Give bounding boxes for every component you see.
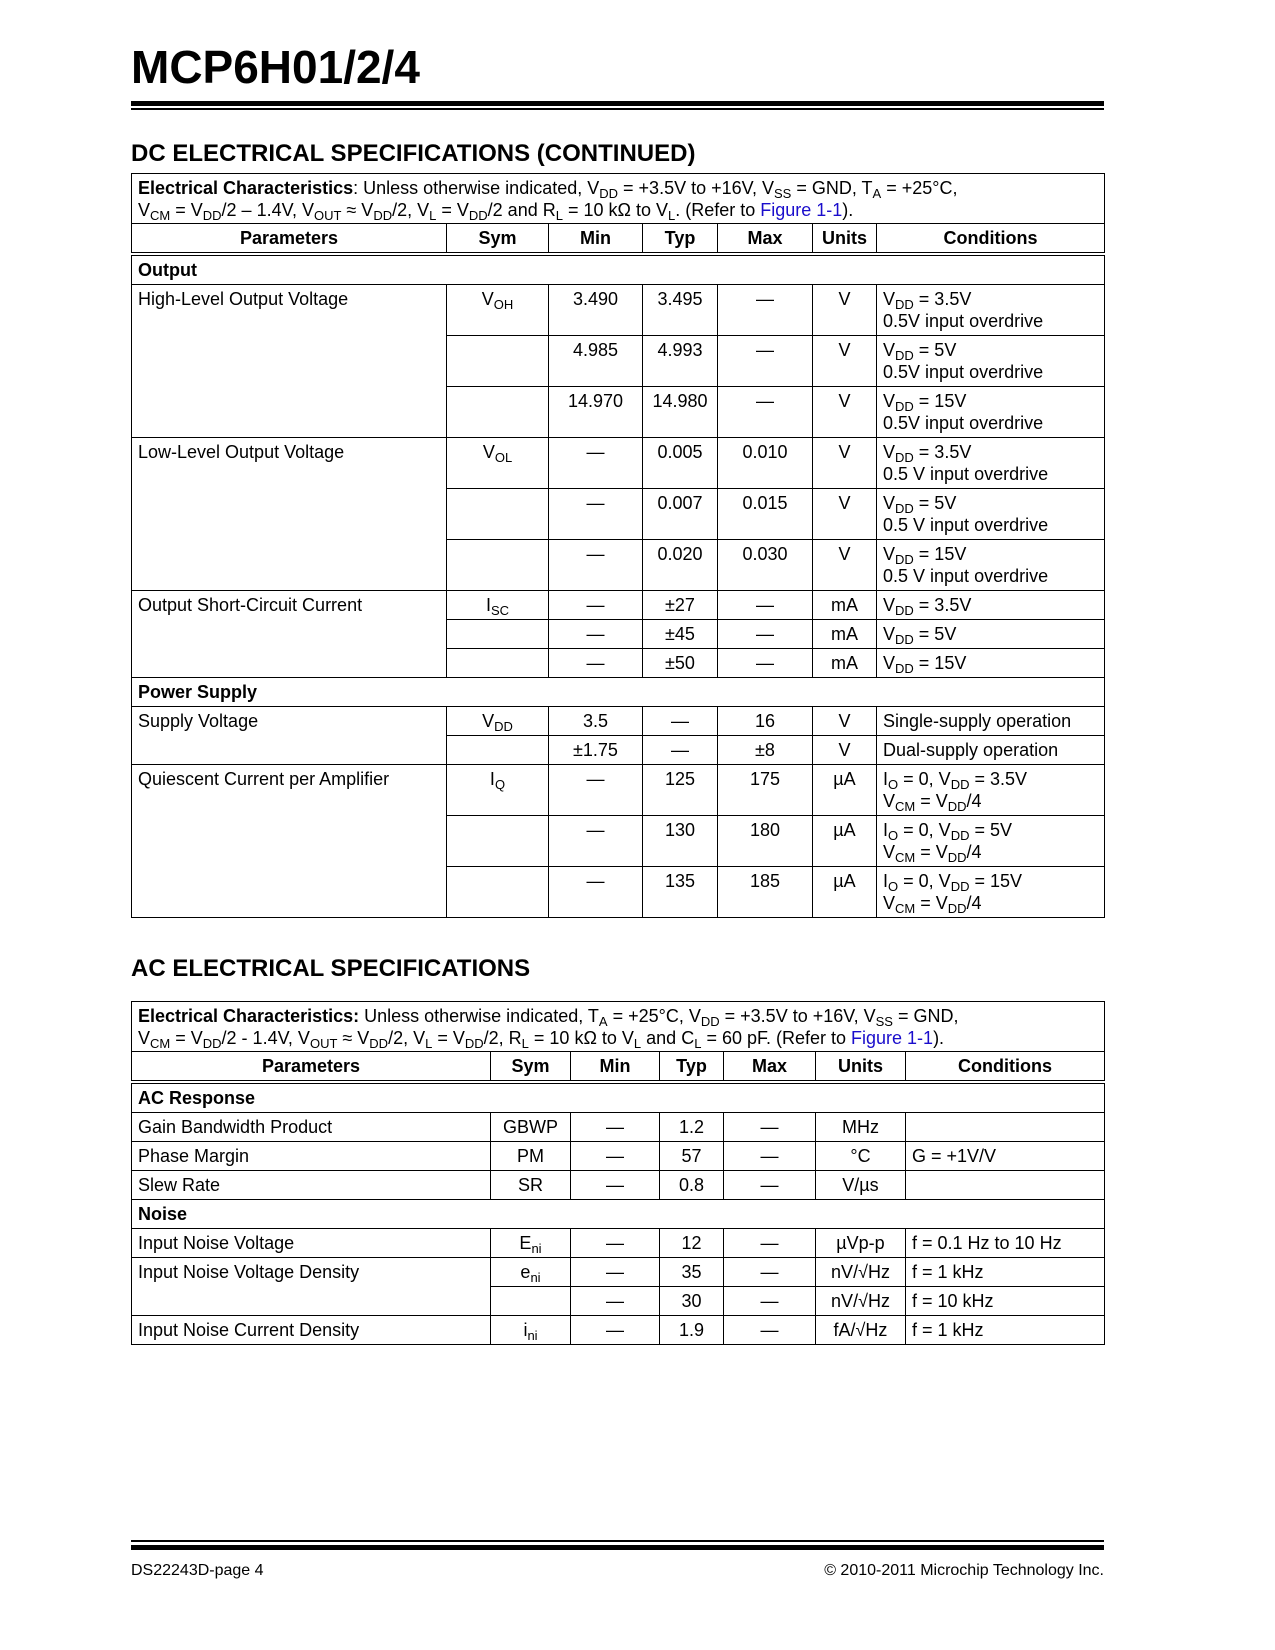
page-title: MCP6H01/2/4 xyxy=(131,41,420,93)
ac-col-sym: Sym xyxy=(491,1052,571,1083)
table-row: Input Noise Voltage Density $e_{ni}$ — 35 — nV/√Hz f = 1 kHz xyxy=(132,1258,1105,1287)
ac-header-row xyxy=(132,1052,1105,1083)
dc-group-row: Output xyxy=(132,254,1105,285)
dc-col-parameters: Parameters xyxy=(132,224,447,255)
ac-col-conditions: Conditions xyxy=(906,1052,1105,1083)
table-row: — 135 185 µA $I_O = 0$, $V_{DD} = 15V$ $V_{CM} = V_{DD}/4$ xyxy=(132,867,1105,918)
table-row: Quiescent Current per Amplifier $I_Q$ — 125 175 µA $I_O = 0$, $V_{DD} = 3.5V$ $V_{CM} = V_{DD}/4$ xyxy=(132,765,1105,816)
ac-col-units: Units xyxy=(816,1052,906,1083)
dc-col-sym: Sym xyxy=(447,224,549,255)
dc-figure-link[interactable]: Figure 1-1 xyxy=(760,200,843,220)
ac-col-parameters: Parameters xyxy=(132,1052,491,1083)
table-row: — 0.007 0.015 V $V_{DD} = 5V$ 0.5 V input overdrive xyxy=(132,489,1105,540)
ac-spec-table xyxy=(131,1001,1105,1345)
table-row: Input Noise Voltage $E_{ni}$ — 12 — µVp-p f = 0.1 Hz to 10 Hz xyxy=(132,1229,1105,1258)
footer-rule-thin xyxy=(131,1540,1104,1542)
table-row: High-Level Output Voltage $V_{OH}$ 3.490 3.495 — V $V_{DD} = 3.5V$ 0.5V input overdrive xyxy=(132,285,1105,336)
footer-rule-thick xyxy=(131,1545,1104,1550)
table-row: — 0.020 0.030 V $V_{DD} = 15V$ 0.5 V input overdrive xyxy=(132,540,1105,591)
table-row: 4.985 4.993 — V $V_{DD} = 5V$ 0.5V input overdrive xyxy=(132,336,1105,387)
footer-page-number: DS22243D-page 4 xyxy=(131,1562,264,1579)
dc-header-row xyxy=(132,224,1105,255)
dc-col-units: Units xyxy=(813,224,877,255)
dc-col-min: Min xyxy=(549,224,643,255)
ac-group-row: AC Response xyxy=(132,1082,1105,1113)
table-row: Slew Rate SR — 0.8 — V/µs xyxy=(132,1171,1105,1200)
ac-figure-link[interactable]: Figure 1-1 xyxy=(851,1028,934,1048)
dc-col-max: Max xyxy=(718,224,813,255)
table-row: Supply Voltage $V_{DD}$ 3.5 — 16 V Single-supply operation xyxy=(132,707,1105,736)
ac-ec-note: Electrical Characteristics: Unless otherwise indicated, $T_A = +25^\circ C$, $V_{DD} = +3.5V$ to +16V, $V_{SS}$ = GND, $V_{CM} = V_{DD}/2 - 1.4V$, $V_{OUT} \approx V_{DD}/2$, $V_L = V_{DD}/2$, $R_L = 10$ kΩ to $V_L$ and $C_L = 60$ pF. (Refer to Figure 1-1). xyxy=(132,1002,1105,1052)
ac-ec-row xyxy=(132,1002,1105,1052)
dc-ec-note: Electrical Characteristics: Unless otherwise indicated, $V_{DD} = +3.5V$ to +16V, $V_{SS}$ = GND, $T_A = +25^\circ C$, $V_{CM} = V_{DD}/2 - 1.4V$, $V_{OUT} \approx V_{DD}/2$, $V_L = V_{DD}/2$ and $R_L = 10$ kΩ to $V_L$. (Refer to Figure 1-1). xyxy=(132,174,1105,224)
table-row: Input Noise Current Density $i_{ni}$ — 1.9 — fA/√Hz f = 1 kHz xyxy=(132,1316,1105,1345)
ac-section-title: AC ELECTRICAL SPECIFICATIONS xyxy=(131,955,531,982)
header-rule-thin xyxy=(131,108,1104,110)
dc-spec-table xyxy=(131,173,1105,918)
table-row: — ±45 — mA $V_{DD} = 5V$ xyxy=(132,620,1105,649)
table-row: — 130 180 µA $I_O = 0$, $V_{DD} = 5V$ $V_{CM} = V_{DD}/4$ xyxy=(132,816,1105,867)
dc-group-row: Power Supply xyxy=(132,678,1105,707)
ac-col-min: Min xyxy=(571,1052,660,1083)
footer-copyright: © 2010-2011 Microchip Technology Inc. xyxy=(824,1562,1104,1579)
ac-col-max: Max xyxy=(724,1052,816,1083)
ac-col-typ: Typ xyxy=(660,1052,724,1083)
table-row: — ±50 — mA $V_{DD} = 15V$ xyxy=(132,649,1105,678)
table-row: Phase Margin PM — 57 — °C G = +1V/V xyxy=(132,1142,1105,1171)
table-row: 14.970 14.980 — V $V_{DD} = 15V$ 0.5V input overdrive xyxy=(132,387,1105,438)
table-row: ±1.75 — ±8 V Dual-supply operation xyxy=(132,736,1105,765)
table-row: Gain Bandwidth Product GBWP — 1.2 — MHz xyxy=(132,1113,1105,1142)
table-row: — 30 — nV/√Hz f = 10 kHz xyxy=(132,1287,1105,1316)
table-row: Output Short-Circuit Current $I_{SC}$ — ±27 — mA $V_{DD} = 3.5V$ xyxy=(132,591,1105,620)
dc-section-title: DC ELECTRICAL SPECIFICATIONS (CONTINUED) xyxy=(131,140,696,167)
ac-group-row: Noise xyxy=(132,1200,1105,1229)
dc-col-typ: Typ xyxy=(643,224,718,255)
table-row: Low-Level Output Voltage $V_{OL}$ — 0.005 0.010 V $V_{DD} = 3.5V$ 0.5 V input overdrive xyxy=(132,438,1105,489)
dc-ec-row xyxy=(132,174,1105,224)
dc-col-conditions: Conditions xyxy=(877,224,1105,255)
header-rule-thick xyxy=(131,101,1104,106)
